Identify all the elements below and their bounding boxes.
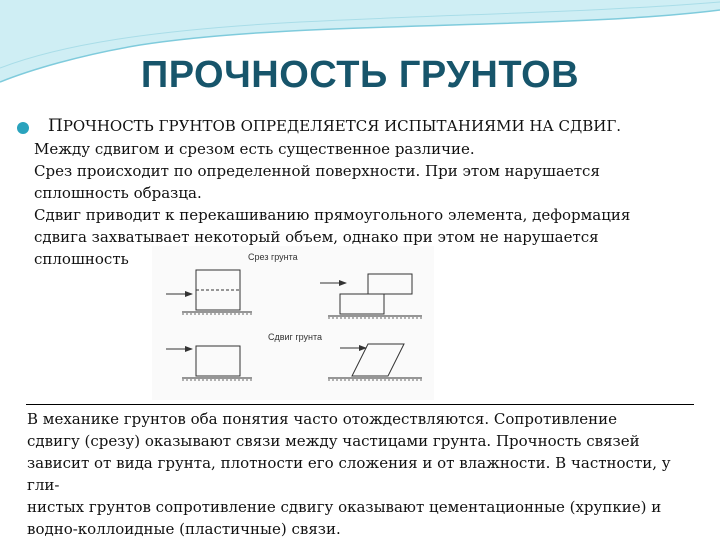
paragraph2-line: водно-коллоидные (пластичные) связи. <box>27 520 341 538</box>
paragraph1-line: Сдвиг приводит к перекашиванию прямоугольного элемента, деформация <box>34 206 631 224</box>
figure-label-shear-cut: Срез грунта <box>248 252 298 262</box>
shift-sample-box <box>196 346 240 376</box>
paragraph2-line: гли- <box>27 476 60 494</box>
bullet-heading-initial: П <box>48 116 63 136</box>
paragraph1-line: Срез происходит по определенной поверхности. При этом нарушается <box>34 162 600 180</box>
shift-deformed-shape <box>352 344 404 376</box>
bullet-heading-rest: РОЧНОСТЬ ГРУНТОВ ОПРЕДЕЛЯЕТСЯ ИСПЫТАНИЯМИ НА СДВИГ. <box>62 117 622 135</box>
cut-lower-block <box>340 294 384 314</box>
cut-upper-block <box>368 274 412 294</box>
paragraph1-line: сплошность <box>34 250 129 268</box>
paragraph1-line: сдвига захватывает некоторый объем, однако при этом не нарушается <box>34 228 599 246</box>
divider-line <box>26 404 694 405</box>
shear-diagram <box>152 246 434 400</box>
paragraph2-line: В механике грунтов оба понятия часто отождествляются. Сопротивление <box>27 410 618 428</box>
bullet-heading <box>48 116 621 136</box>
paragraph2-line: нистых грунтов сопротивление сдвигу оказывают цементационные (хрупкие) и <box>27 498 662 516</box>
paragraph1-line: Между сдвигом и срезом есть существенное различие. <box>34 140 475 158</box>
paragraph2-line: зависит от вида грунта, плотности его сложения и от влажности. В частности, у <box>27 454 671 472</box>
shear-diagram-drawing <box>152 246 434 400</box>
figure-label-shear-shift: Сдвиг грунта <box>268 332 323 342</box>
page-title: ПРОЧНОСТЬ ГРУНТОВ <box>140 54 580 96</box>
paragraph1-line: сплошность образца. <box>34 184 202 202</box>
paragraph2-line: сдвигу (срезу) оказывают связи между частицами грунта. Прочность связей <box>27 432 640 450</box>
bullet-icon <box>17 122 29 134</box>
